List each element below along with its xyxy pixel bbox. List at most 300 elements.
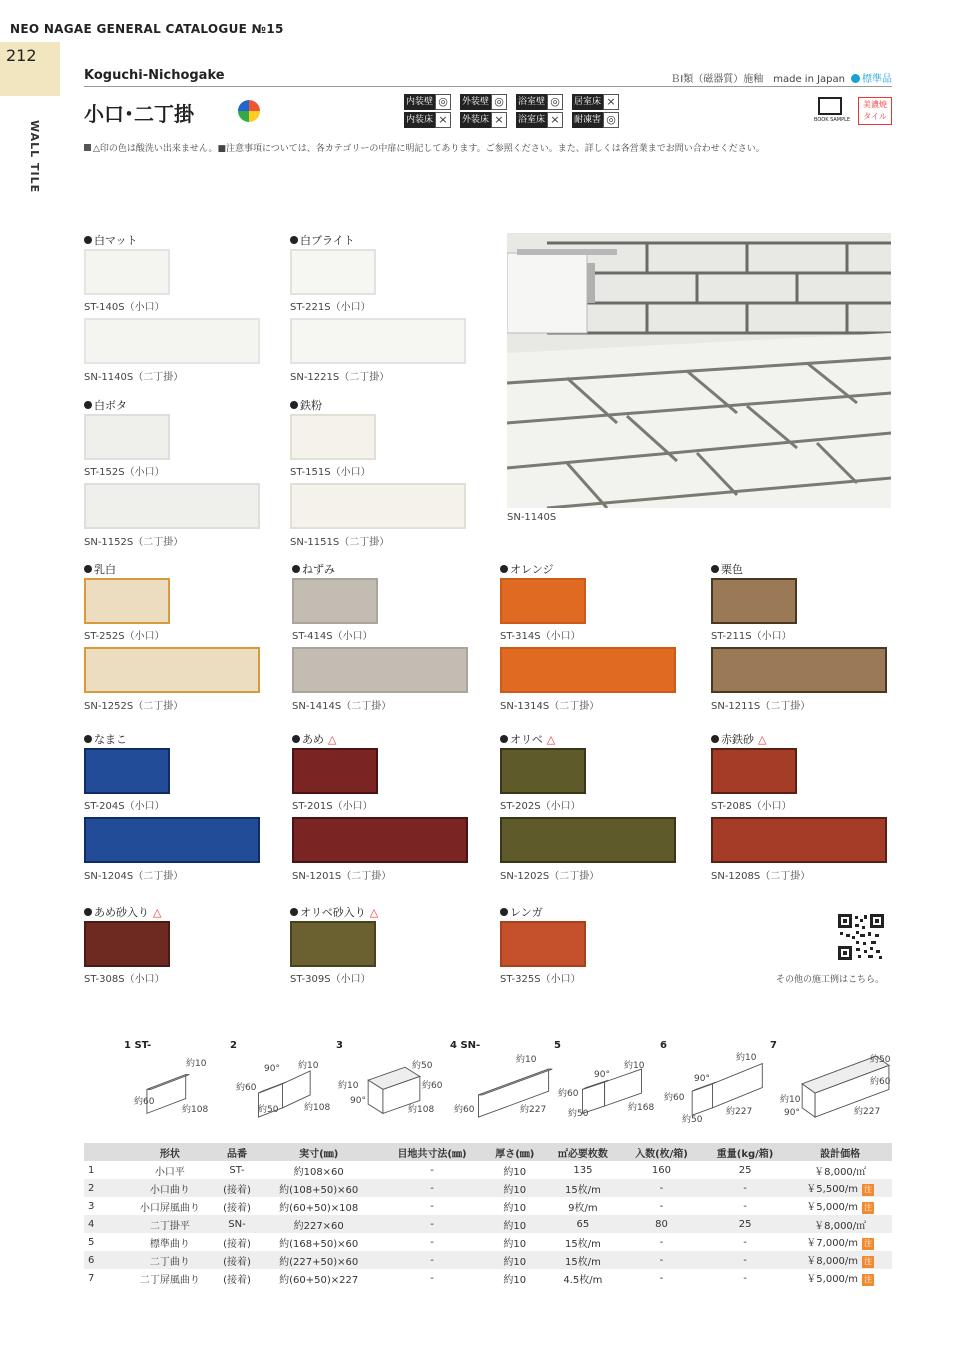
color-name-text: レンガ <box>510 906 543 919</box>
cell-shape: 標準曲り <box>149 1238 190 1250</box>
diagram-dimension-label: 約50 <box>412 1061 433 1071</box>
tile-small-swatch <box>292 748 378 794</box>
cell-qty: 80 <box>621 1215 702 1233</box>
shape-diagram <box>554 1040 674 1120</box>
table-row <box>84 1269 892 1287</box>
usage-label: 外装壁 <box>460 94 491 110</box>
cell-no: 4 <box>84 1215 124 1233</box>
color-name <box>84 561 116 577</box>
side-category: WALL TILE <box>28 120 41 194</box>
color-name-text: あめ砂入り <box>94 906 149 919</box>
cell-size: 約(60+50)×108 <box>279 1202 359 1214</box>
table-header-cell: 入数(枚/箱) <box>621 1143 702 1161</box>
table-header-cell: ㎡必要枚数 <box>545 1143 621 1161</box>
diagram-dimension-label: 約108 <box>182 1105 209 1115</box>
usage-cell <box>516 112 570 128</box>
tile-small-code: ST-314S（小口） <box>500 631 581 642</box>
cell-size: 約(227+50)×60 <box>258 1251 379 1269</box>
tile-small-swatch <box>84 921 170 967</box>
double-circle-icon: ◎ <box>435 94 451 110</box>
color-name <box>84 397 127 413</box>
table-header-cell: 重量(kg/箱) <box>702 1143 789 1161</box>
bullet-icon <box>84 735 92 743</box>
series-name-jp: 小口･二丁掛 <box>84 102 194 126</box>
tile-large-code: SN-1151S（二丁掛） <box>290 537 390 548</box>
diagram-dimension-label: 約10 <box>186 1059 207 1069</box>
usage-cell <box>572 94 626 110</box>
standard-dot-icon <box>851 74 860 83</box>
tile-small-code: ST-221S（小口） <box>290 302 371 313</box>
usage-cell <box>460 112 514 128</box>
spec-table-body <box>84 1161 892 1287</box>
photo-caption: SN-1140S <box>507 512 557 523</box>
tile-large-swatch <box>292 817 468 863</box>
no-acid-triangle-icon: △ <box>546 733 556 746</box>
color-name <box>711 561 743 577</box>
shape-diagram <box>124 1040 244 1120</box>
no-acid-triangle-icon: △ <box>153 906 162 919</box>
cell-qty: 160 <box>651 1164 672 1176</box>
shape-diagram <box>336 1040 456 1120</box>
installation-photo-image <box>507 233 891 508</box>
tile-large-swatch <box>292 647 468 693</box>
color-name <box>290 232 355 248</box>
cell-joint: - <box>430 1272 434 1284</box>
eco-mark-icon <box>238 100 260 122</box>
tile-small-code: ST-325S（小口） <box>500 974 581 985</box>
spec-line <box>670 70 892 85</box>
tile-large-code: SN-1211S（二丁掛） <box>711 701 811 712</box>
tile-large-code: SN-1152S（二丁掛） <box>84 537 184 548</box>
bullet-icon <box>500 565 508 573</box>
tile-large-code: SN-1221S（二丁掛） <box>290 372 390 383</box>
cell-weight: 25 <box>738 1164 752 1176</box>
badge-line-2: タイル <box>863 112 887 121</box>
cell-code: (接着) <box>223 1202 251 1214</box>
cell-joint: - <box>430 1200 434 1212</box>
cell-qty: - <box>659 1272 664 1284</box>
price-value: ￥8,000/m <box>806 1256 859 1267</box>
cell-no: 7 <box>88 1272 95 1284</box>
price-value: ￥8,000/㎡ <box>814 1220 867 1232</box>
usage-cell <box>404 94 458 110</box>
table-header-cell: 設計価格 <box>788 1143 892 1161</box>
cell-price <box>788 1269 892 1287</box>
color-name <box>500 561 553 577</box>
table-header-cell <box>84 1143 124 1161</box>
color-name-text: 栗色 <box>721 563 743 576</box>
qr-caption: その他の施工例はこちら。 <box>776 975 885 985</box>
tile-small-swatch <box>290 249 376 295</box>
cell-weight: 25 <box>702 1215 789 1233</box>
cell-code: (接着) <box>216 1251 259 1269</box>
color-name <box>711 731 766 747</box>
color-name-text: なまこ <box>94 733 127 746</box>
cell-weight: - <box>743 1236 747 1248</box>
diagram-dimension-label: 約50 <box>682 1115 703 1125</box>
cell-thick: 約10 <box>503 1202 527 1214</box>
tile-small-code: ST-202S（小口） <box>500 801 581 812</box>
diagram-dimension-label: 約60 <box>870 1077 891 1087</box>
tile-small-swatch <box>84 249 170 295</box>
cell-code: (接着) <box>216 1179 259 1197</box>
diagram-dimension-label: 90° <box>694 1074 710 1084</box>
cross-icon: × <box>603 94 619 110</box>
color-name <box>292 561 335 577</box>
bullet-icon <box>711 735 719 743</box>
color-name <box>292 731 336 747</box>
color-name-text: 白ブライト <box>300 234 355 247</box>
diagram-dimension-label: 約60 <box>558 1089 579 1099</box>
book-icon <box>818 97 842 115</box>
tile-large-code: SN-1204S（二丁掛） <box>84 871 184 882</box>
color-name <box>500 904 543 920</box>
note-badge: 注 <box>864 1203 873 1212</box>
cell-shape: 小口平 <box>154 1166 185 1178</box>
diagram-dimension-label: 90° <box>594 1070 610 1080</box>
qr-code-image <box>838 914 884 960</box>
cell-price <box>788 1197 892 1215</box>
tile-small-swatch <box>500 748 586 794</box>
cell-joint: - <box>430 1236 434 1248</box>
cell-code: ST- <box>229 1164 245 1176</box>
cell-thick: 約10 <box>485 1251 545 1269</box>
tile-small-swatch <box>500 578 586 624</box>
cell-weight: - <box>702 1251 789 1269</box>
price-value: ￥5,000/m <box>806 1274 859 1285</box>
header-divider <box>84 86 892 87</box>
cell-need: 65 <box>545 1215 621 1233</box>
double-circle-icon: ◎ <box>547 94 563 110</box>
color-name-text: 乳白 <box>94 563 116 576</box>
spec-text: ＢⅠ類（磁器質）施釉 made in Japan <box>670 74 845 85</box>
cell-thick: 約10 <box>503 1166 527 1178</box>
diagram-number: 7 <box>770 1040 777 1051</box>
table-row <box>84 1233 892 1251</box>
usage-cell <box>572 112 626 128</box>
tile-small-swatch <box>84 414 170 460</box>
tile-large-swatch <box>84 318 260 364</box>
usage-label: 内装壁 <box>404 94 435 110</box>
diagram-number: 3 <box>336 1040 343 1051</box>
cell-price <box>788 1161 892 1179</box>
table-header-cell: 目地共寸法(㎜) <box>379 1143 485 1161</box>
cell-code: (接着) <box>223 1274 251 1286</box>
tile-large-swatch <box>711 647 887 693</box>
tile-small-swatch <box>290 921 376 967</box>
price-value: ￥5,500/m <box>806 1184 859 1195</box>
diagram-dimension-label: 約60 <box>664 1093 685 1103</box>
tile-large-swatch <box>500 647 676 693</box>
tile-small-swatch <box>711 578 797 624</box>
usage-label: 外装床 <box>460 112 491 128</box>
tile-small-code: ST-208S（小口） <box>711 801 792 812</box>
price-value: ￥5,000/m <box>806 1202 859 1213</box>
cell-need: 15枚/m <box>545 1251 621 1269</box>
cross-icon: × <box>547 112 563 128</box>
tile-large-code: SN-1208S（二丁掛） <box>711 871 811 882</box>
diagram-number: 2 <box>230 1040 237 1051</box>
color-name-text: オレンジ <box>510 563 554 576</box>
note-badge: 注 <box>864 1275 873 1284</box>
cross-icon: × <box>491 112 507 128</box>
diagram-dimension-label: 約10 <box>624 1061 645 1071</box>
usage-label: 内装床 <box>404 112 435 128</box>
double-circle-icon: ◎ <box>491 94 507 110</box>
spec-table <box>84 1143 892 1287</box>
bullet-icon <box>500 908 508 916</box>
tile-small-code: ST-204S（小口） <box>84 801 165 812</box>
tile-large-swatch <box>290 318 466 364</box>
cell-size: 約(168+50)×60 <box>279 1238 359 1250</box>
color-name <box>84 232 138 248</box>
color-name-text: 白マット <box>94 234 138 247</box>
diagram-dimension-label: 約227 <box>726 1107 753 1117</box>
table-header-cell: 厚さ(㎜) <box>485 1143 545 1161</box>
table-row <box>84 1251 892 1269</box>
cell-qty: - <box>659 1236 664 1248</box>
shape-diagram <box>450 1040 570 1120</box>
color-name-text: 赤鉄砂 <box>721 733 754 746</box>
usage-label: 浴室壁 <box>516 94 547 110</box>
tile-small-code: ST-308S（小口） <box>84 974 165 985</box>
color-name-text: 鉄粉 <box>300 399 322 412</box>
price-value: ￥7,000/m <box>806 1238 859 1249</box>
book-sample <box>814 97 851 127</box>
table-row <box>84 1179 892 1197</box>
note-badge: 注 <box>864 1185 873 1194</box>
cell-shape: 小口屏風曲り <box>139 1202 200 1214</box>
cell-thick: 約10 <box>503 1274 527 1286</box>
diagram-dimension-label: 約108 <box>304 1103 331 1113</box>
diagram-dimension-label: 約10 <box>298 1061 319 1071</box>
cell-joint: - <box>430 1164 434 1176</box>
cell-joint: - <box>379 1215 485 1233</box>
shape-diagram <box>660 1040 780 1125</box>
shape-diagram <box>230 1040 350 1120</box>
note-text: △印の色は酸洗い出来ません。■注意事項については、各カテゴリーの中扉に明記してあります。ご参照ください。また、詳しくは各営業までお問い合わせください。 <box>93 144 765 154</box>
diagram-dimension-label: 約60 <box>134 1097 155 1107</box>
cell-no: 3 <box>88 1200 95 1212</box>
table-header-cell: 形状 <box>124 1143 216 1161</box>
tile-large-swatch <box>500 817 676 863</box>
usage-label: 耐凍害 <box>572 112 603 128</box>
tile-small-swatch <box>500 921 586 967</box>
diagram-dimension-label: 約60 <box>454 1105 475 1115</box>
cell-need: 135 <box>573 1164 593 1176</box>
tile-large-swatch <box>84 483 260 529</box>
diagram-dimension-label: 90° <box>350 1096 366 1106</box>
cell-size: 約(108+50)×60 <box>258 1179 379 1197</box>
table-row <box>84 1197 892 1215</box>
diagram-dimension-label: 約60 <box>422 1081 443 1091</box>
tile-large-code: SN-1314S（二丁掛） <box>500 701 600 712</box>
standard-label: 標準品 <box>862 74 892 85</box>
tile-small-code: ST-201S（小口） <box>292 801 373 812</box>
tile-large-swatch <box>84 817 260 863</box>
cell-size: 約108×60 <box>293 1166 344 1178</box>
cell-qty: - <box>621 1251 702 1269</box>
tile-large-swatch <box>290 483 466 529</box>
tile-small-code: ST-414S（小口） <box>292 631 373 642</box>
cell-no: 6 <box>84 1251 124 1269</box>
bullet-icon <box>290 401 298 409</box>
table-row <box>84 1161 892 1179</box>
diagram-dimension-label: 約227 <box>520 1105 547 1115</box>
tile-small-swatch <box>292 578 378 624</box>
series-name-en: Koguchi-Nichogake <box>84 68 225 83</box>
cell-price <box>788 1251 892 1269</box>
color-name-text: ねずみ <box>302 563 335 576</box>
table-header-cell: 品番 <box>216 1143 259 1161</box>
cell-shape: 二丁屏風曲り <box>139 1274 200 1286</box>
diagram-dimension-label: 約10 <box>338 1081 359 1091</box>
mino-tile-badge <box>858 97 892 125</box>
tile-small-swatch <box>290 414 376 460</box>
cell-need: 15枚/m <box>545 1179 621 1197</box>
no-acid-triangle-icon: △ <box>758 733 767 746</box>
table-header-cell: 実寸(㎜) <box>258 1143 379 1161</box>
note-badge: 注 <box>864 1257 873 1266</box>
diagram-dimension-label: 約10 <box>736 1053 757 1063</box>
bullet-icon <box>500 735 508 743</box>
square-bullet-icon <box>84 144 91 151</box>
cell-weight: - <box>702 1179 789 1197</box>
cell-weight: - <box>743 1272 747 1284</box>
diagram-number: 1 ST- <box>124 1040 152 1051</box>
bullet-icon <box>290 908 298 916</box>
color-name <box>84 904 161 920</box>
no-acid-triangle-icon: △ <box>369 906 379 919</box>
diagram-dimension-label: 約50 <box>568 1109 589 1119</box>
catalog-title: NEO NAGAE GENERAL CATALOGUE №15 <box>10 22 284 36</box>
color-name <box>84 731 127 747</box>
cell-qty: - <box>659 1200 664 1212</box>
spec-table-header <box>84 1143 892 1161</box>
diagram-dimension-label: 約227 <box>854 1107 881 1117</box>
color-name <box>500 731 555 747</box>
cell-price <box>788 1179 892 1197</box>
color-name-text: オリベ <box>510 733 543 746</box>
cell-no: 2 <box>84 1179 124 1197</box>
color-name-text: オリベ砂入り <box>300 906 366 919</box>
bullet-icon <box>292 735 300 743</box>
tile-small-code: ST-151S（小口） <box>290 467 371 478</box>
qr-code[interactable] <box>838 914 884 960</box>
tile-small-swatch <box>711 748 797 794</box>
badge-line-1: 美濃焼 <box>863 100 887 109</box>
note-badge: 注 <box>864 1239 873 1248</box>
tile-small-swatch <box>84 578 170 624</box>
color-name-text: 白ボタ <box>94 399 127 412</box>
no-acid-triangle-icon: △ <box>328 733 337 746</box>
color-name <box>290 904 378 920</box>
cell-price <box>788 1215 892 1233</box>
cell-thick: 約10 <box>485 1215 545 1233</box>
cell-joint: - <box>379 1251 485 1269</box>
diagram-dimension-label: 90° <box>784 1108 800 1118</box>
bullet-icon <box>84 565 92 573</box>
diagram-dimension-label: 約10 <box>780 1095 801 1105</box>
cell-code: (接着) <box>223 1238 251 1250</box>
tile-large-code: SN-1414S（二丁掛） <box>292 701 392 712</box>
tile-small-code: ST-140S（小口） <box>84 302 165 313</box>
cell-need: 9枚/m <box>568 1202 598 1214</box>
cell-code: SN- <box>216 1215 259 1233</box>
tile-large-code: SN-1252S（二丁掛） <box>84 701 184 712</box>
diagram-number: 6 <box>660 1040 667 1051</box>
tile-large-code: SN-1140S（二丁掛） <box>84 372 184 383</box>
cell-shape: 小口曲り <box>124 1179 216 1197</box>
bullet-icon <box>290 236 298 244</box>
installation-photo <box>507 233 891 508</box>
usage-grid <box>404 94 626 128</box>
shape-diagram <box>770 1040 890 1120</box>
usage-label: 居室床 <box>572 94 603 110</box>
diagram-number: 5 <box>554 1040 561 1051</box>
bullet-icon <box>711 565 719 573</box>
diagram-shape-icon <box>346 1040 466 1128</box>
cell-shape: 二丁掛平 <box>124 1215 216 1233</box>
tile-small-code: ST-309S（小口） <box>290 974 371 985</box>
diagram-dimension-label: 約10 <box>516 1055 537 1065</box>
tile-small-code: ST-211S（小口） <box>711 631 792 642</box>
bullet-icon <box>84 401 92 409</box>
double-circle-icon: ◎ <box>603 112 619 128</box>
tile-small-swatch <box>84 748 170 794</box>
book-sample-label: BOOK SAMPLE <box>814 117 851 123</box>
cell-shape: 二丁曲り <box>124 1251 216 1269</box>
diagram-dimension-label: 90° <box>264 1064 280 1074</box>
cell-weight: - <box>743 1200 747 1212</box>
cell-need: 15枚/m <box>564 1238 601 1250</box>
price-value: ￥8,000/㎡ <box>814 1166 867 1178</box>
cell-thick: 約10 <box>503 1238 527 1250</box>
cell-price <box>788 1233 892 1251</box>
usage-cell <box>516 94 570 110</box>
diagram-dimension-label: 約108 <box>408 1105 435 1115</box>
cross-icon: × <box>435 112 451 128</box>
usage-cell <box>404 112 458 128</box>
cell-thick: 約10 <box>485 1179 545 1197</box>
tile-large-swatch <box>84 647 260 693</box>
tile-small-code: ST-152S（小口） <box>84 467 165 478</box>
cell-no: 5 <box>88 1236 95 1248</box>
tile-large-code: SN-1201S（二丁掛） <box>292 871 392 882</box>
color-name-text: あめ <box>302 733 324 746</box>
bullet-icon <box>84 908 92 916</box>
cell-qty: - <box>621 1179 702 1197</box>
usage-cell <box>460 94 514 110</box>
diagram-dimension-label: 約50 <box>258 1105 279 1115</box>
cell-size: 約(60+50)×227 <box>279 1274 359 1286</box>
caution-note <box>84 141 765 154</box>
page-number: 212 <box>6 46 37 65</box>
diagram-dimension-label: 約60 <box>236 1083 257 1093</box>
tile-large-code: SN-1202S（二丁掛） <box>500 871 600 882</box>
table-row <box>84 1215 892 1233</box>
diagram-dimension-label: 約50 <box>870 1055 891 1065</box>
bullet-icon <box>84 236 92 244</box>
cell-need: 4.5枚/m <box>563 1274 603 1286</box>
usage-label: 浴室床 <box>516 112 547 128</box>
tile-small-code: ST-252S（小口） <box>84 631 165 642</box>
tile-large-swatch <box>711 817 887 863</box>
cell-joint: - <box>379 1179 485 1197</box>
cell-size: 約227×60 <box>258 1215 379 1233</box>
cell-no: 1 <box>88 1164 95 1176</box>
color-name <box>290 397 322 413</box>
